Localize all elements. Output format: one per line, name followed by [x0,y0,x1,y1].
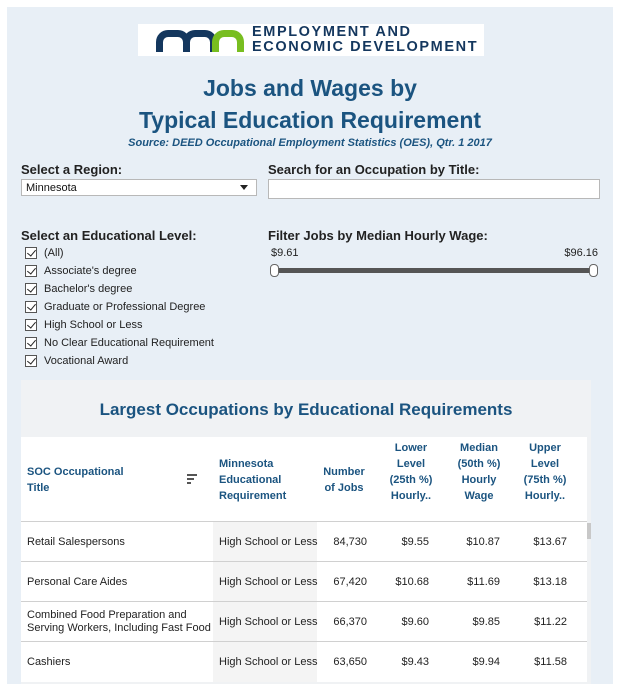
header-number-of-jobs[interactable]: Number of Jobs [323,466,365,494]
education-option-vocational[interactable]: Vocational Award [25,353,128,369]
deed-logo [138,24,484,56]
upper-wage: $11.58 [534,656,567,668]
logo-text: EMPLOYMENT AND ECONOMIC DEVELOPMENT [252,24,479,55]
occupations-table [21,380,591,684]
table-scrollbar[interactable] [587,523,591,539]
checkbox-checked-icon[interactable] [25,319,37,331]
wage-slider-track[interactable] [271,268,596,273]
occupation-title: Cashiers [27,656,71,668]
number-of-jobs: 84,730 [333,536,367,548]
occupation-title: Combined Food Preparation and Serving Workers, Including Fast Food [27,609,211,634]
checkbox-checked-icon[interactable] [25,265,37,277]
checkbox-checked-icon[interactable] [25,355,37,367]
educational-requirement: High School or Less [219,576,318,588]
table-row[interactable] [21,521,587,562]
region-label: Select a Region: [21,162,123,177]
header-educational-requirement[interactable]: Minnesota Educational Requirement [219,458,287,502]
table-title: Largest Occupations by Educational Requirements [99,400,513,419]
checkbox-checked-icon[interactable] [25,247,37,259]
sort-icon[interactable] [187,474,197,486]
checkbox-checked-icon[interactable] [25,337,37,349]
lower-wage: $9.43 [401,656,429,668]
number-of-jobs: 66,370 [333,616,367,628]
page-title-line1: Jobs and Wages by [203,75,417,101]
source-note: Source: DEED Occupational Employment Statistics (OES), Qtr. 1 2017 [128,137,492,149]
table-header [21,437,587,522]
occupation-title: Retail Salespersons [27,536,125,548]
search-label: Search for an Occupation by Title: [268,162,480,177]
upper-wage: $13.67 [533,536,567,548]
mn-logo-mark [156,26,246,54]
wage-min-value: $9.61 [271,247,299,259]
educational-requirement: High School or Less [219,616,318,628]
education-option-bachelor[interactable]: Bachelor's degree [25,281,132,297]
lower-wage: $9.60 [401,616,429,628]
occupation-search-input[interactable] [268,179,600,199]
region-selected-value: Minnesota [26,182,77,194]
education-option-associate[interactable]: Associate's degree [25,263,137,279]
page-title-line2: Typical Education Requirement [138,107,482,133]
educational-requirement: High School or Less [219,656,318,668]
header-lower-level-wage[interactable]: Lower Level (25th %) Hourly.. [389,442,433,502]
wage-slider-max-handle[interactable] [589,264,598,277]
region-select[interactable] [21,179,257,196]
lower-wage: $10.68 [395,576,429,588]
education-label: Select an Educational Level: [21,228,197,243]
header-upper-level-wage[interactable]: Upper Level (75th %) Hourly.. [523,442,567,502]
table-row[interactable] [21,561,587,602]
education-option-no-requirement[interactable]: No Clear Educational Requirement [25,335,214,351]
median-wage: $10.87 [466,536,500,548]
educational-requirement: High School or Less [219,536,318,548]
wage-filter-label: Filter Jobs by Median Hourly Wage: [268,228,488,243]
number-of-jobs: 63,650 [333,656,367,668]
upper-wage: $11.22 [534,616,567,628]
checkbox-checked-icon[interactable] [25,283,37,295]
table-row[interactable] [21,641,587,682]
header-soc-title[interactable]: SOC Occupational Title [27,466,124,494]
table-row[interactable] [21,601,587,642]
occupation-title: Personal Care Aides [27,576,128,588]
median-wage: $9.94 [472,656,500,668]
education-option-all[interactable]: (All) [25,245,64,261]
checkbox-checked-icon[interactable] [25,301,37,313]
median-wage: $9.85 [472,616,500,628]
lower-wage: $9.55 [401,536,429,548]
education-option-graduate[interactable]: Graduate or Professional Degree [25,299,205,315]
number-of-jobs: 67,420 [333,576,367,588]
chevron-down-icon [240,185,248,190]
header-median-wage[interactable]: Median (50th %) Hourly Wage [457,442,501,502]
education-option-high-school[interactable]: High School or Less [25,317,142,333]
median-wage: $11.69 [467,576,500,588]
wage-max-value: $96.16 [564,247,598,259]
upper-wage: $13.18 [533,576,567,588]
wage-slider-min-handle[interactable] [270,264,279,277]
